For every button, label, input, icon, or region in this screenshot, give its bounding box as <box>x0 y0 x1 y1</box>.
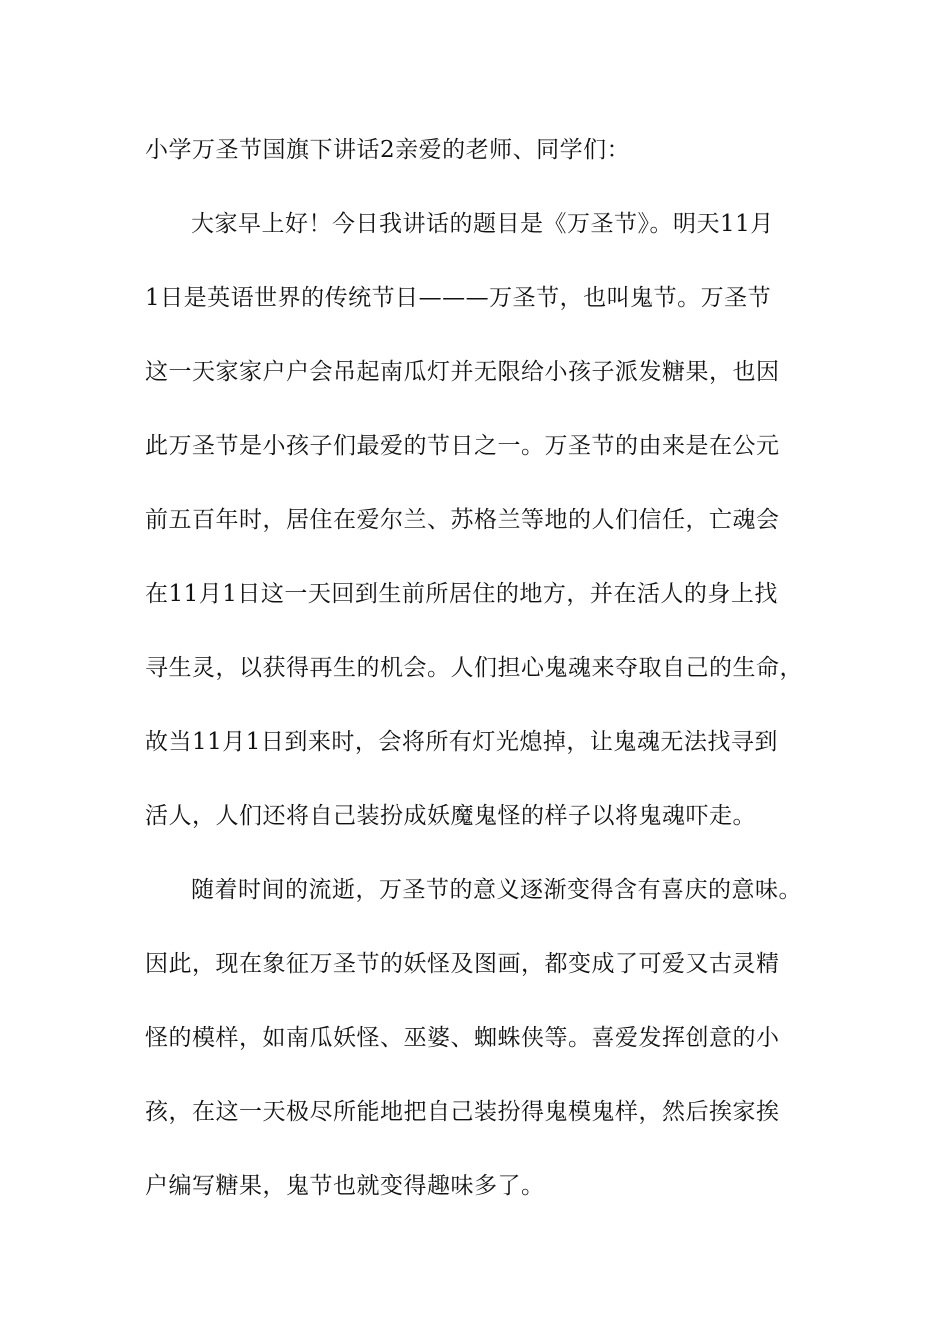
paragraph-2-line-5: 户编写糖果，鬼节也就变得趣味多了。 <box>145 1173 545 1199</box>
paragraph-1-line-8: 故当11月1日到来时，会将所有灯光熄掉，让鬼魂无法找寻到 <box>145 729 778 755</box>
paragraph-2-line-1: 随着时间的流逝，万圣节的意义逐渐变得含有喜庆的意味。 <box>191 877 802 903</box>
title-line: 小学万圣节国旗下讲话2亲爱的老师、同学们： <box>145 137 631 163</box>
paragraph-1-line-9: 活人，人们还将自己装扮成妖魔鬼怪的样子以将鬼魂吓走。 <box>145 803 756 829</box>
paragraph-1-line-2: 1日是英语世界的传统节日———万圣节，也叫鬼节。万圣节 <box>145 285 772 311</box>
paragraph-2-line-3: 怪的模样，如南瓜妖怪、巫婆、蜘蛛侠等。喜爱发挥创意的小 <box>145 1025 780 1051</box>
paragraph-1-line-4: 此万圣节是小孩子们最爱的节日之一。万圣节的由来是在公元 <box>145 433 780 459</box>
paragraph-1-line-6: 在11月1日这一天回到生前所居住的地方，并在活人的身上找 <box>145 581 778 607</box>
paragraph-2-line-2: 因此，现在象征万圣节的妖怪及图画，都变成了可爱又古灵精 <box>145 951 780 977</box>
paragraph-1-line-7: 寻生灵，以获得再生的机会。人们担心鬼魂来夺取自己的生命， <box>145 655 803 681</box>
paragraph-1-line-1: 大家早上好！今日我讲话的题目是《万圣节》。明天11月 <box>191 211 774 237</box>
paragraph-2-line-4: 孩，在这一天极尽所能地把自己装扮得鬼模鬼样，然后挨家挨 <box>145 1099 780 1125</box>
paragraph-1-line-5: 前五百年时，居住在爱尔兰、苏格兰等地的人们信任，亡魂会 <box>145 507 780 533</box>
paragraph-1-line-3: 这一天家家户户会吊起南瓜灯并无限给小孩子派发糖果，也因 <box>145 359 780 385</box>
